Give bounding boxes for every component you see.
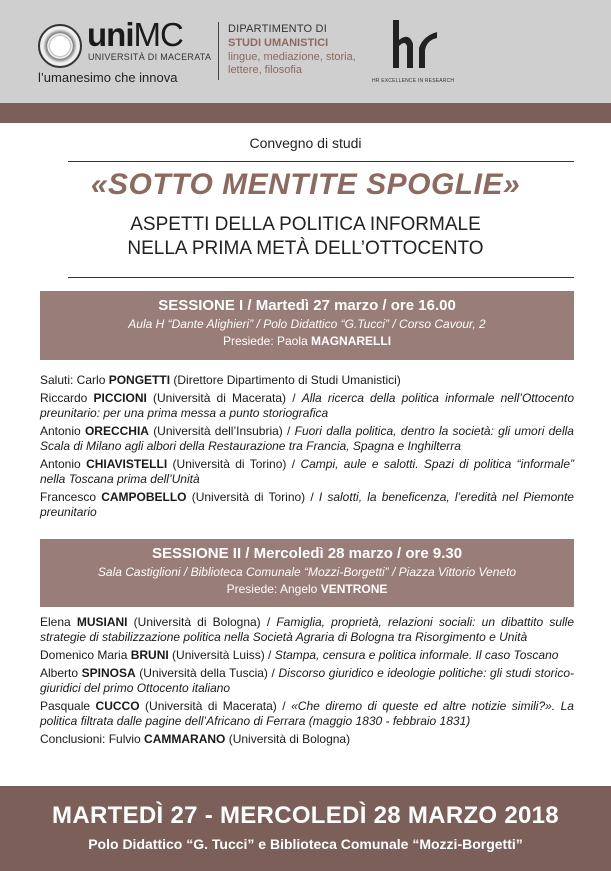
hr-excellence-caption: HR EXCELLENCE IN RESEARCH: [372, 78, 455, 84]
list-item: Antonio ORECCHIA (Università dell’Insubria) / Fuori dalla politica, dentro la società: gli umori della Scala di Milano agli albori della Restaurazione tra Francia, Spagna e Inghilterra: [40, 424, 574, 453]
header-band: [0, 0, 611, 103]
session-place: Sala Castiglioni / Biblioteca Comunale “Mozzi-Borgetti” / Piazza Vittorio Veneto: [97, 565, 517, 579]
event-venue: Polo Didattico “G. Tucci” e Biblioteca Comunale “Mozzi-Borgetti”: [88, 836, 523, 852]
session-2-header: [40, 539, 574, 607]
subtitle-line-2: NELLA PRIMA METÀ DELL’OTTOCENTO: [127, 238, 484, 259]
bottom-rule: [68, 277, 574, 278]
session-title: SESSIONE II / Mercoledì 28 marzo / ore 9.30: [151, 545, 463, 562]
event-dates: MARTEDÌ 27 - MERCOLEDÌ 28 MARZO 2018: [52, 802, 559, 829]
session-chair: Presiede: Angelo VENTRONE: [226, 582, 388, 596]
university-name: UNIVERSITÀ DI MACERATA: [88, 52, 212, 62]
event-subtitle: [0, 213, 611, 261]
session-title: SESSIONE I / Martedì 27 marzo / ore 16.00: [158, 297, 456, 314]
top-rule: [68, 161, 574, 162]
list-item: Riccardo PICCIONI (Università di Macerata) / Alla ricerca della politica informale nell’Ottocento preunitario: per una prima messa a punto storiografica: [40, 391, 574, 420]
header-divider: [218, 22, 219, 80]
university-seal-icon: [38, 24, 82, 68]
event-kind: Convegno di studi: [249, 135, 362, 151]
list-item: Pasquale CUCCO (Università di Macerata) / «Che diremo di queste ed altre notizie simili?». La politica filtrata dalle pagine dell’Africano di Ferrara (maggio 1830 - febbraio 1831): [40, 699, 574, 728]
event-title: «SOTTO MENTITE SPOGLIE»: [90, 168, 521, 201]
list-item: Alberto SPINOSA (Università della Tuscia) / Discorso giuridico e ideologie politiche: gli studi storico-giuridici del primo Ottocento italiano: [40, 666, 574, 695]
session-chair: Presiede: Paola MAGNARELLI: [222, 334, 392, 348]
unimc-logo: uniMC: [87, 16, 183, 53]
department-label: DIPARTIMENTO DI: [228, 23, 327, 35]
session-2-talks: [40, 615, 574, 750]
university-motto: l’umanesimo che innova: [38, 70, 178, 85]
hr-excellence-logo-icon: [385, 18, 445, 73]
department-name: STUDI UMANISTICI: [228, 37, 329, 49]
list-item: Elena MUSIANI (Università di Bologna) / Famiglia, proprietà, relazioni sociali: un dibattito sulle strategie di stabilizzazione politica nella Società Agraria di Bologna tra Risorgimento e Unità: [40, 615, 574, 644]
footer-band: [0, 786, 611, 871]
list-item: Francesco CAMPOBELLO (Università di Torino) / I salotti, la beneficenza, l’eredità nel Piemonte preunitario: [40, 490, 574, 519]
list-item: Domenico Maria BRUNI (Università Luiss) / Stampa, censura e politica informale. Il caso Toscano: [40, 648, 559, 662]
session-1-talks: [40, 373, 574, 523]
header-accent-bar: [0, 103, 611, 123]
list-item: Saluti: Carlo PONGETTI (Direttore Dipartimento di Studi Umanistici): [40, 373, 401, 387]
list-item: Conclusioni: Fulvio CAMMARANO (Università di Bologna): [40, 732, 351, 746]
list-item: Antonio CHIAVISTELLI (Università di Torino) / Campi, aule e salotti. Spazi di politica “informale” nella Toscana prima dell’Unità: [40, 457, 575, 486]
session-1-header: [40, 291, 574, 360]
subtitle-line-1: ASPETTI DELLA POLITICA INFORMALE: [130, 214, 481, 235]
department-subjects: lingue, mediazione, storia, lettere, filosofia: [228, 51, 356, 76]
session-place: Aula H “Dante Alighieri” / Polo Didattico “G.Tucci” / Corso Cavour, 2: [128, 317, 486, 331]
